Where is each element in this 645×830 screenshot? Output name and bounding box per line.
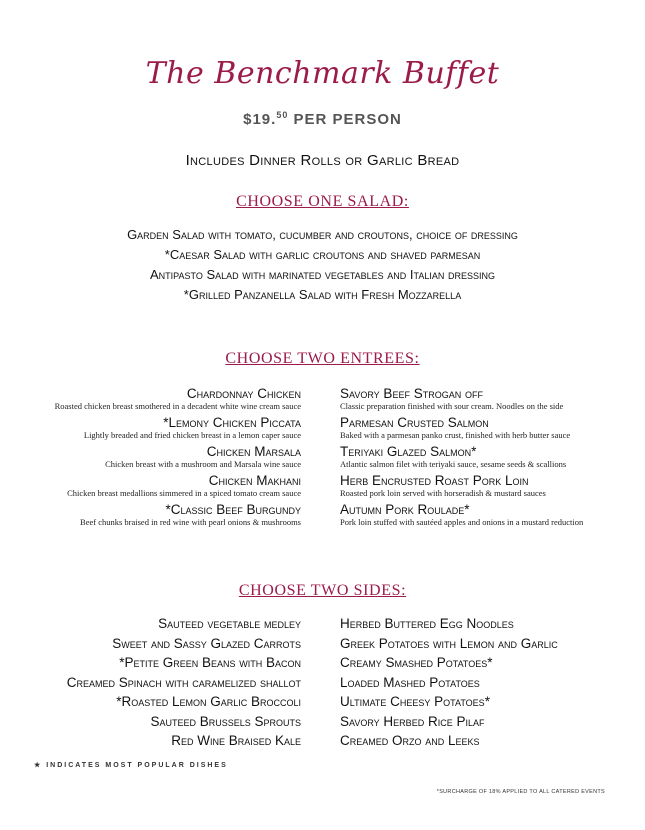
entree-desc: Beef chunks braised in red wine with pearl onions & mushrooms	[80, 517, 301, 527]
entree-item	[55, 473, 301, 502]
entree-desc: Chicken breast with a mushroom and Marsala wine sauce	[105, 459, 301, 469]
entree-name: Savory Beef Strogan off	[340, 386, 483, 401]
salad-item: *Grilled Panzanella Salad with Fresh Mozzarella	[183, 287, 462, 302]
sides-heading: CHOOSE TWO SIDES:	[238, 582, 407, 599]
side-item: Creamed Spinach with caramelized shallot	[66, 674, 301, 690]
entree-desc: Roasted pork loin served with horseradish & mustard sauces	[340, 488, 546, 498]
includes-note: Includes Dinner Rolls or Garlic Bread	[185, 152, 460, 169]
entree-desc: Classic preparation finished with sour cream. Noodles on the side	[340, 401, 564, 411]
entree-name: Chicken Makhani	[208, 473, 301, 488]
entree-desc: Pork loin stuffed with sautéed apples and onions in a mustard reduction	[340, 517, 584, 527]
entree-heading: CHOOSE TWO ENTREES:	[225, 350, 420, 367]
popular-note: ★ INDICATES MOST POPULAR DISHES	[34, 762, 228, 769]
entree-item	[55, 415, 301, 444]
entree-item	[340, 473, 583, 502]
entree-item	[55, 502, 301, 531]
salad-heading: CHOOSE ONE SALAD:	[236, 193, 409, 210]
entree-list-left	[55, 386, 301, 531]
salad-item: Antipasto Salad with marinated vegetables and Italian dressing	[150, 267, 495, 282]
entree-name: Chardonnay Chicken	[186, 386, 301, 401]
side-item: Savory Herbed Rice Pilaf	[340, 713, 485, 729]
salad-item: *Caesar Salad with garlic croutons and shaved parmesan	[164, 247, 481, 262]
surcharge-note: *SURCHARGE OF 18% APPLIED TO ALL CATERED EVENTS	[436, 789, 605, 795]
side-item: Creamed Orzo and Leeks	[340, 733, 480, 748]
entree-name: Parmesan Crusted Salmon	[340, 415, 489, 430]
menu-title: The Benchmark Buffet	[145, 56, 500, 91]
side-item: *Petite Green Beans with Bacon	[119, 655, 301, 670]
entree-item	[55, 386, 301, 415]
side-item: Loaded Mashed Potatoes	[340, 674, 480, 690]
entree-desc: Chicken breast medallions simmered in a spiced tomato cream sauce	[67, 488, 301, 498]
salad-list	[0, 225, 645, 305]
entree-name: *Lemony Chicken Piccata	[163, 415, 301, 430]
price-cents: 50	[276, 110, 289, 120]
side-item: Sauteed Brussels Sprouts	[150, 713, 301, 729]
side-item: Red Wine Braised Kale	[171, 733, 301, 748]
side-item: Sweet and Sassy Glazed Carrots	[112, 635, 301, 651]
entree-item	[340, 415, 583, 444]
entree-item	[340, 386, 583, 415]
entree-name: Herb Encrusted Roast Pork Loin	[340, 473, 529, 488]
entree-desc: Lightly breaded and fried chicken breast in a lemon caper sauce	[83, 430, 301, 440]
entree-name: Chicken Marsala	[206, 444, 301, 459]
entree-name: Autumn Pork Roulade*	[340, 502, 470, 517]
entree-item	[340, 444, 583, 473]
price-main: $19.	[243, 111, 277, 128]
side-item: Sauteed vegetable medley	[158, 616, 301, 631]
side-item: Ultimate Cheesy Potatoes*	[340, 694, 490, 709]
side-item: *Roasted Lemon Garlic Broccoli	[116, 694, 301, 709]
entree-item	[55, 444, 301, 473]
side-item: Creamy Smashed Potatoes*	[340, 655, 493, 670]
entree-list-right	[340, 386, 583, 531]
price-suffix: PER PERSON	[288, 111, 402, 128]
sides-list-right	[340, 614, 558, 751]
entree-name: Teriyaki Glazed Salmon*	[340, 444, 477, 459]
price	[0, 110, 645, 128]
entree-desc: Roasted chicken breast smothered in a decadent white wine cream sauce	[54, 401, 301, 411]
entree-desc: Baked with a parmesan panko crust, finished with herb butter sauce	[340, 430, 571, 440]
salad-item: Garden Salad with tomato, cucumber and croutons, choice of dressing	[127, 227, 518, 242]
entree-item	[340, 502, 583, 531]
side-item: Greek Potatoes with Lemon and Garlic	[340, 635, 558, 651]
sides-list-left	[67, 614, 301, 751]
entree-name: *Classic Beef Burgundy	[165, 502, 301, 517]
entree-desc: Atlantic salmon filet with teriyaki sauce, sesame seeds & scallions	[340, 459, 567, 469]
side-item: Herbed Buttered Egg Noodles	[340, 616, 514, 631]
